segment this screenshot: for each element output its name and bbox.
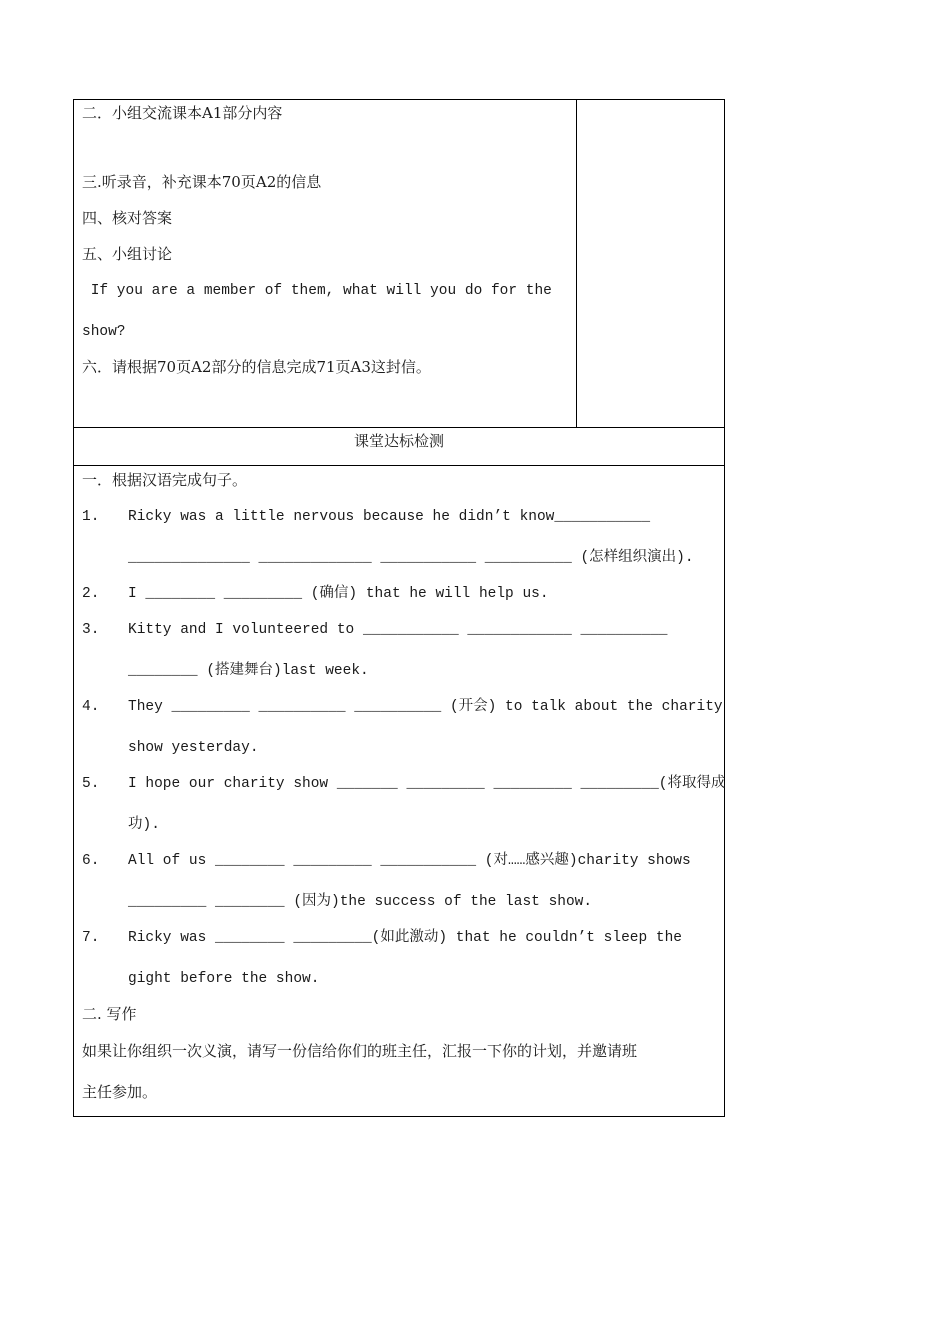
step-two: 二．小组交流课本A1部分内容 — [82, 104, 283, 122]
row-divider-2 — [73, 465, 725, 466]
item-number: 3. — [82, 622, 100, 638]
item-number: 5. — [82, 776, 100, 792]
step-six: 六．请根据70页A2部分的信息完成71页A3这封信。 — [82, 358, 431, 376]
writing-prompt-line2: 主任参加。 — [82, 1083, 158, 1101]
item-number: 2. — [82, 586, 100, 602]
item-line: ______________ _____________ ___________ __________ (怎样组织演出). — [128, 550, 694, 566]
item-line: I hope our charity show _______ _________ _________ _________(将取得成 — [128, 776, 726, 792]
step-three: 三.听录音，补充课本70页A2的信息 — [82, 173, 322, 191]
column-divider — [576, 99, 577, 428]
item-number: 1. — [82, 509, 100, 525]
item-line: All of us ________ _________ ___________ (对……感兴趣)charity shows — [128, 853, 691, 869]
writing-prompt-line1: 如果让你组织一次义演，请写一份信给你们的班主任，汇报一下你的计划，并邀请班 — [82, 1042, 638, 1060]
step-five: 五、小组讨论 — [82, 245, 173, 263]
item-line: show yesterday. — [128, 740, 259, 756]
item-number: 7. — [82, 930, 100, 946]
discussion-question-line2: show? — [82, 324, 126, 340]
row-divider-1 — [73, 427, 725, 428]
item-number: 6. — [82, 853, 100, 869]
part-two-heading: 二. 写作 — [82, 1005, 137, 1023]
item-line: 功). — [128, 817, 160, 833]
item-number: 4. — [82, 699, 100, 715]
item-line: gight before the show. — [128, 971, 320, 987]
part-one-heading: 一．根据汉语完成句子。 — [82, 471, 248, 489]
item-line: Ricky was ________ _________(如此激动) that he couldn’t sleep the — [128, 930, 682, 946]
step-four: 四、核对答案 — [82, 209, 173, 227]
item-line: ________ (搭建舞台)last week. — [128, 663, 369, 679]
item-line: _________ ________ (因为)the success of the last show. — [128, 894, 593, 910]
item-line: They _________ __________ __________ (开会) to talk about the charity — [128, 699, 723, 715]
discussion-question-line1: If you are a member of them, what will you do for the — [82, 283, 552, 299]
item-line: Ricky was a little nervous because he didn’t know___________ — [128, 509, 651, 525]
section-title: 课堂达标检测 — [353, 432, 444, 450]
item-line: I ________ _________ (确信) that he will help us. — [128, 586, 549, 602]
item-line: Kitty and I volunteered to ___________ ____________ __________ — [128, 622, 668, 638]
